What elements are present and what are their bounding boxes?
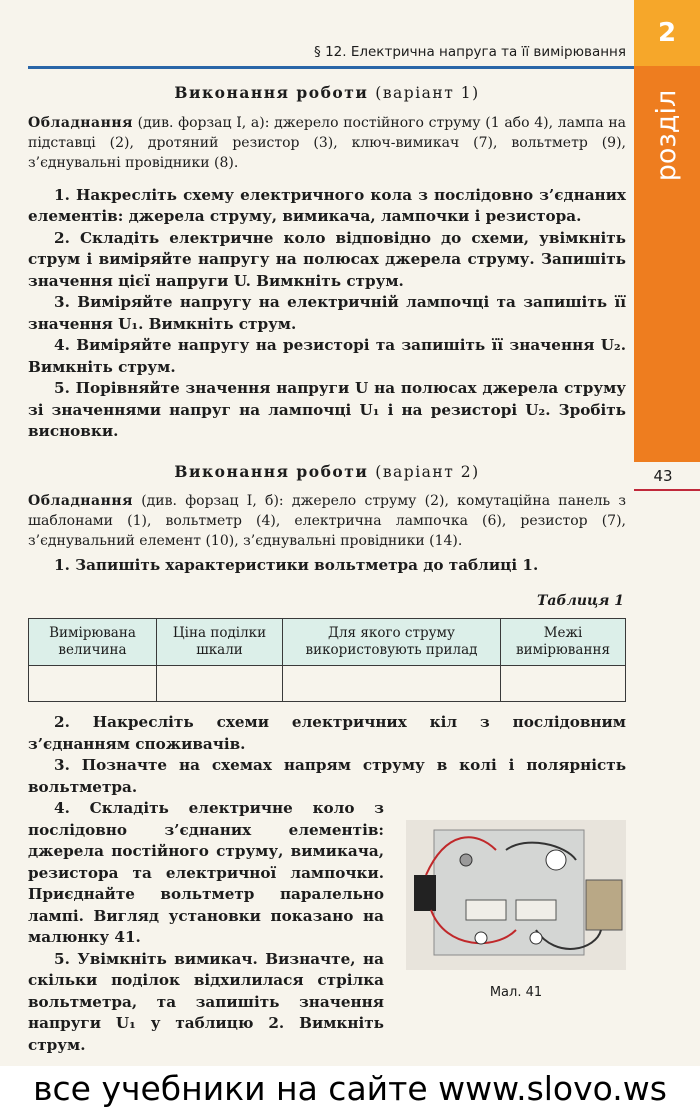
- page-content: [28, 78, 626, 1056]
- page-number-rule: [634, 489, 700, 491]
- chapter-tab: [634, 0, 700, 462]
- table-caption: Таблиця 1: [536, 592, 624, 609]
- step-v2-5: 5. Увімкніть вимикач. Визначте, на скільки поділок відхилилася стрілка вольтметра, та запишіть значення напруги U₁ у таблицю 2. Вимкніть струм.: [28, 949, 384, 1054]
- table-cell: [29, 666, 157, 702]
- step-v2-1: 1. Запишіть характеристики вольтметра до таблиці 1.: [54, 556, 539, 574]
- footer-watermark: все учебники на сайте www.slovo.ws: [0, 1066, 700, 1111]
- page-number: 43: [653, 467, 673, 485]
- table-header-cell: Для якого струму використовують прилад: [283, 619, 501, 666]
- running-header: § 12. Електрична напруга та її вимірювання: [314, 44, 626, 60]
- section-heading-variant-2: Виконання роботи (варіант 2): [174, 461, 480, 481]
- figure-41: [406, 820, 626, 1056]
- voltmeter-table: [28, 618, 626, 702]
- section-heading-variant-1: Виконання роботи (варіант 1): [174, 83, 480, 102]
- chapter-number: 2: [634, 0, 700, 66]
- step-v2-2: 2. Накресліть схеми електричних кіл з послідовним з’єднанням споживачів.: [28, 713, 626, 753]
- equipment-paragraph-2: Обладнання (див. форзац I, б): джерело струму (2), комутаційна панель з шаблонами (1), вольтметр (4), електрична лампочка (6), резистор (7), з’єднувальний елемент (10), з’єднувальні провідники (14).: [28, 493, 626, 549]
- figure-caption: Мал. 41: [489, 985, 543, 1000]
- step-2: 2. Складіть електричне коло відповідно до схеми, увімкніть струм і виміряйте напругу на полюсах джерела струму. Запишіть значення цієї напруги U. Вимкніть струм.: [28, 228, 626, 290]
- apparatus-photo: [406, 820, 626, 970]
- equipment-paragraph-1: Обладнання (див. форзац I, а): джерело постійного струму (1 або 4), лампа на підставці (2), дротяний резистор (3), ключ-вимикач (7), вольтметр (9), з’єднувальні провідники (8).: [28, 114, 626, 171]
- table-header-cell: Ціна поділки шкали: [157, 619, 283, 666]
- step-1: 1. Накресліть схему електричного кола з послідовно з’єднаних елементів: джерела струму, вимикача, лампочки і резистора.: [28, 185, 626, 225]
- table-cell: [501, 666, 626, 702]
- step-v2-3: 3. Позначте на схемах напрям струму в колі і полярність вольтметра.: [28, 756, 626, 796]
- step-3: 3. Виміряйте напругу на електричній лампочці та запишіть її значення U₁. Вимкніть струм.: [28, 293, 626, 333]
- table-cell: [283, 666, 501, 702]
- step-5: 5. Порівняйте значення напруги U на полюсах джерела струму зі значеннями напруг на лампочці U₁ і на резисторі U₂. Зробіть висновки.: [28, 379, 626, 440]
- chapter-label: розділ: [651, 89, 683, 181]
- step-4: 4. Виміряйте напругу на резисторі та запишіть її значення U₂. Вимкніть струм.: [28, 336, 626, 376]
- step-v2-4: 4. Складіть електричне коло з послідовно з’єднаних елементів: джерела постійного струму, вимикача, резистора та електричної лампочки. Приєднайте вольтметр паралельно лампі. Вигляд установки показано на малюнку 41.: [28, 799, 384, 946]
- header-rule: [28, 66, 634, 69]
- table-cell: [157, 666, 283, 702]
- table-header-cell: Межі вимірювання: [501, 619, 626, 666]
- table-header-cell: Вимірювана величина: [29, 619, 157, 666]
